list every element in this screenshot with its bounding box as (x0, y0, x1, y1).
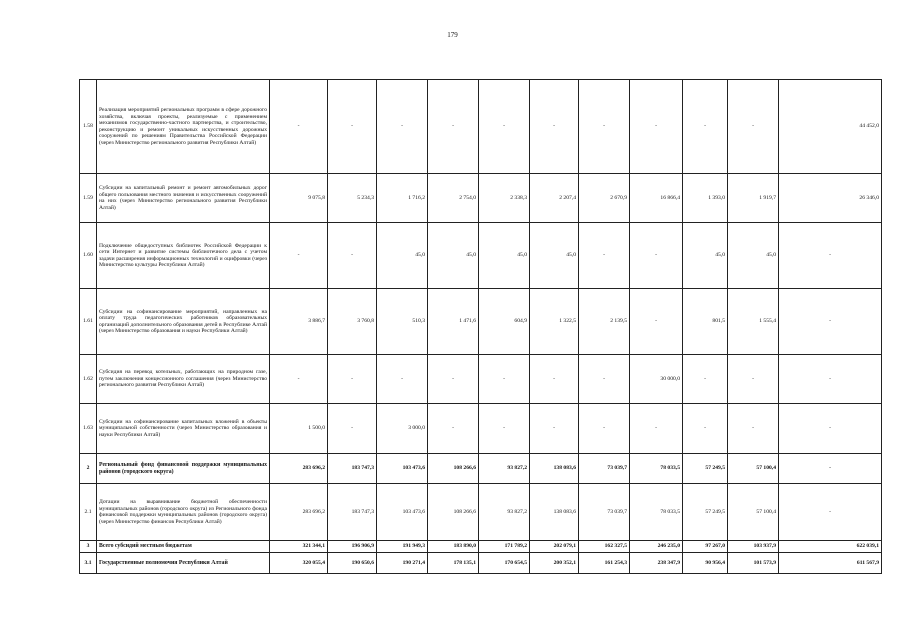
value-cell: 2 338,3 (479, 174, 530, 223)
value-cell: 1 555,4 (728, 289, 779, 355)
value-cell: - (270, 80, 328, 174)
value-cell: 170 654,5 (479, 553, 530, 574)
value-cell: 57 100,4 (728, 484, 779, 541)
value-cell: 2 754,0 (428, 174, 479, 223)
value-cell: 320 055,4 (270, 553, 328, 574)
value-cell: 246 235,0 (630, 541, 683, 553)
value-cell: 183 747,3 (328, 454, 377, 484)
value-cell: 190 271,4 (377, 553, 428, 574)
table-body (80, 80, 882, 574)
value-cell: - (530, 404, 579, 454)
value-cell: 45,0 (683, 223, 728, 289)
value-cell: 801,5 (683, 289, 728, 355)
value-cell: - (779, 289, 882, 355)
budget-table (79, 79, 882, 574)
value-cell: - (479, 355, 530, 404)
value-cell: 161 254,3 (579, 553, 630, 574)
row-description: Подключение общедоступных библиотек Российской Федерации к сети Интернет и развитие системы библиотечного дела с учетом задачи расширения информационных технологий и оцифровки (через Министерство культуры Республики Алтай) (97, 223, 270, 289)
value-cell: - (779, 223, 882, 289)
value-cell: - (428, 80, 479, 174)
value-cell: - (728, 355, 779, 404)
row-number: 1.61 (80, 289, 97, 355)
row-description: Субсидии на софинансирование мероприятий, направленных на оплату труда педагогических работников образовательных организаций дополнительного образования детей в Республике Алтай (через Министерство образования и науки Республики Алтай) (97, 289, 270, 355)
value-cell: - (328, 355, 377, 404)
value-cell: 190 650,6 (328, 553, 377, 574)
value-cell: - (530, 355, 579, 404)
value-cell: 44 452,0 (779, 80, 882, 174)
row-description: Всего субсидий местным бюджетам (97, 541, 270, 553)
value-cell: 108 266,6 (428, 454, 479, 484)
value-cell: 16 866,4 (630, 174, 683, 223)
value-cell: - (728, 404, 779, 454)
value-cell: 5 234,3 (328, 174, 377, 223)
value-cell: - (479, 404, 530, 454)
value-cell: 73 039,7 (579, 454, 630, 484)
value-cell: 45,0 (479, 223, 530, 289)
value-cell: - (683, 404, 728, 454)
row-number: 1.62 (80, 355, 97, 404)
value-cell: 2 139,5 (579, 289, 630, 355)
value-cell: 3 886,7 (270, 289, 328, 355)
row-description: Реализация мероприятий региональных программ в сфере дорожного хозяйства, включая проекты, реализуемые с применением механизмов государственно-частного партнерства, и строительство, реконструкцию и ремонт уникальных искусственных дорожных сооружений по решениям Правительства Российской Федерации (через Министерство регионального развития Республики Алтай) (97, 80, 270, 174)
table-row (80, 553, 882, 574)
value-cell: - (630, 404, 683, 454)
value-cell: 57 249,5 (683, 454, 728, 484)
value-cell: - (377, 355, 428, 404)
table-row (80, 541, 882, 553)
value-cell: 321 344,1 (270, 541, 328, 553)
value-cell: 26 346,0 (779, 174, 882, 223)
value-cell: - (328, 80, 377, 174)
value-cell: - (579, 404, 630, 454)
value-cell: 191 949,3 (377, 541, 428, 553)
value-cell: 510,3 (377, 289, 428, 355)
value-cell: 45,0 (377, 223, 428, 289)
value-cell: - (328, 404, 377, 454)
value-cell: 45,0 (728, 223, 779, 289)
row-number: 3.1 (80, 553, 97, 574)
table-row (80, 80, 882, 174)
value-cell: - (779, 404, 882, 454)
value-cell: 57 100,4 (728, 454, 779, 484)
value-cell: 196 906,9 (328, 541, 377, 553)
value-cell: 1 393,0 (683, 174, 728, 223)
value-cell: 238 347,9 (630, 553, 683, 574)
value-cell: 73 039,7 (579, 484, 630, 541)
value-cell: 1 716,2 (377, 174, 428, 223)
row-number: 3 (80, 541, 97, 553)
value-cell: 78 033,5 (630, 484, 683, 541)
value-cell: - (328, 223, 377, 289)
value-cell: - (428, 404, 479, 454)
value-cell: 93 827,2 (479, 484, 530, 541)
page-number: 179 (447, 31, 458, 39)
value-cell: 9 075,8 (270, 174, 328, 223)
value-cell: 622 039,1 (779, 541, 882, 553)
value-cell: 171 789,2 (479, 541, 530, 553)
value-cell: 103 937,9 (728, 541, 779, 553)
value-cell: 283 696,2 (270, 484, 328, 541)
table-row (80, 174, 882, 223)
value-cell: - (683, 80, 728, 174)
value-cell: 103 473,6 (377, 484, 428, 541)
value-cell: - (579, 355, 630, 404)
row-description: Субсидии на софинансирование капитальных вложений в объекты муниципальной собственности (через Министерство образования и науки Республики Алтай) (97, 404, 270, 454)
table-row (80, 484, 882, 541)
value-cell: 2 670,9 (579, 174, 630, 223)
value-cell: - (377, 80, 428, 174)
value-cell: 45,0 (530, 223, 579, 289)
value-cell: 138 083,6 (530, 484, 579, 541)
value-cell: 108 266,6 (428, 484, 479, 541)
row-number: 1.59 (80, 174, 97, 223)
value-cell: 103 473,6 (377, 454, 428, 484)
value-cell: - (579, 80, 630, 174)
value-cell: 183 890,0 (428, 541, 479, 553)
value-cell: 3 760,8 (328, 289, 377, 355)
value-cell: 97 267,0 (683, 541, 728, 553)
table-row (80, 289, 882, 355)
value-cell: - (779, 355, 882, 404)
value-cell: - (428, 355, 479, 404)
value-cell: - (779, 484, 882, 541)
value-cell: 57 249,5 (683, 484, 728, 541)
row-number: 1.63 (80, 404, 97, 454)
value-cell: 45,0 (428, 223, 479, 289)
value-cell: - (579, 223, 630, 289)
row-number: 1.60 (80, 223, 97, 289)
value-cell: - (728, 80, 779, 174)
value-cell: 101 573,9 (728, 553, 779, 574)
row-description: Субсидия на перевод котельных, работающих на природном газе, путем заключения концессионного соглашения (через Министерство регионального развития Республики Алтай) (97, 355, 270, 404)
value-cell: - (479, 80, 530, 174)
table-row (80, 355, 882, 404)
value-cell: 202 079,1 (530, 541, 579, 553)
value-cell: - (630, 80, 683, 174)
value-cell: 90 956,4 (683, 553, 728, 574)
value-cell: 138 083,6 (530, 454, 579, 484)
row-number: 1.58 (80, 80, 97, 174)
value-cell: 200 352,1 (530, 553, 579, 574)
table-row (80, 223, 882, 289)
value-cell: - (270, 223, 328, 289)
value-cell: - (779, 454, 882, 484)
table-row (80, 454, 882, 484)
value-cell: 611 567,9 (779, 553, 882, 574)
value-cell: 1 322,5 (530, 289, 579, 355)
value-cell: 93 827,2 (479, 454, 530, 484)
value-cell: 183 747,3 (328, 484, 377, 541)
value-cell: 178 135,1 (428, 553, 479, 574)
value-cell: 162 327,5 (579, 541, 630, 553)
value-cell: - (630, 289, 683, 355)
row-description: Региональный фонд финансовой поддержки муниципальных районов (городского округа) (97, 454, 270, 484)
value-cell: - (683, 355, 728, 404)
row-description: Государственные полномочия Республики Алтай (97, 553, 270, 574)
value-cell: - (630, 223, 683, 289)
value-cell: 283 696,2 (270, 454, 328, 484)
value-cell: 78 033,5 (630, 454, 683, 484)
value-cell: 1 919,7 (728, 174, 779, 223)
row-number: 2 (80, 454, 97, 484)
row-number: 2.1 (80, 484, 97, 541)
row-description: Дотации на выравнивание бюджетной обеспеченности муниципальных районов (городского округа) из Регионального фонда финансовой поддержки муниципальных районов (городского округа) (через Министерство финансов Республики Алтай) (97, 484, 270, 541)
table-row (80, 404, 882, 454)
value-cell: 604,9 (479, 289, 530, 355)
row-description: Субсидии на капитальный ремонт и ремонт автомобильных дорог общего пользования местного значения и искусственных сооружений на них (через Министерство регионального развития Республики Алтай) (97, 174, 270, 223)
value-cell: 30 000,0 (630, 355, 683, 404)
value-cell: 2 207,4 (530, 174, 579, 223)
value-cell: - (270, 355, 328, 404)
value-cell: 3 000,0 (377, 404, 428, 454)
value-cell: 1 500,0 (270, 404, 328, 454)
value-cell: 1 471,6 (428, 289, 479, 355)
value-cell: - (530, 80, 579, 174)
